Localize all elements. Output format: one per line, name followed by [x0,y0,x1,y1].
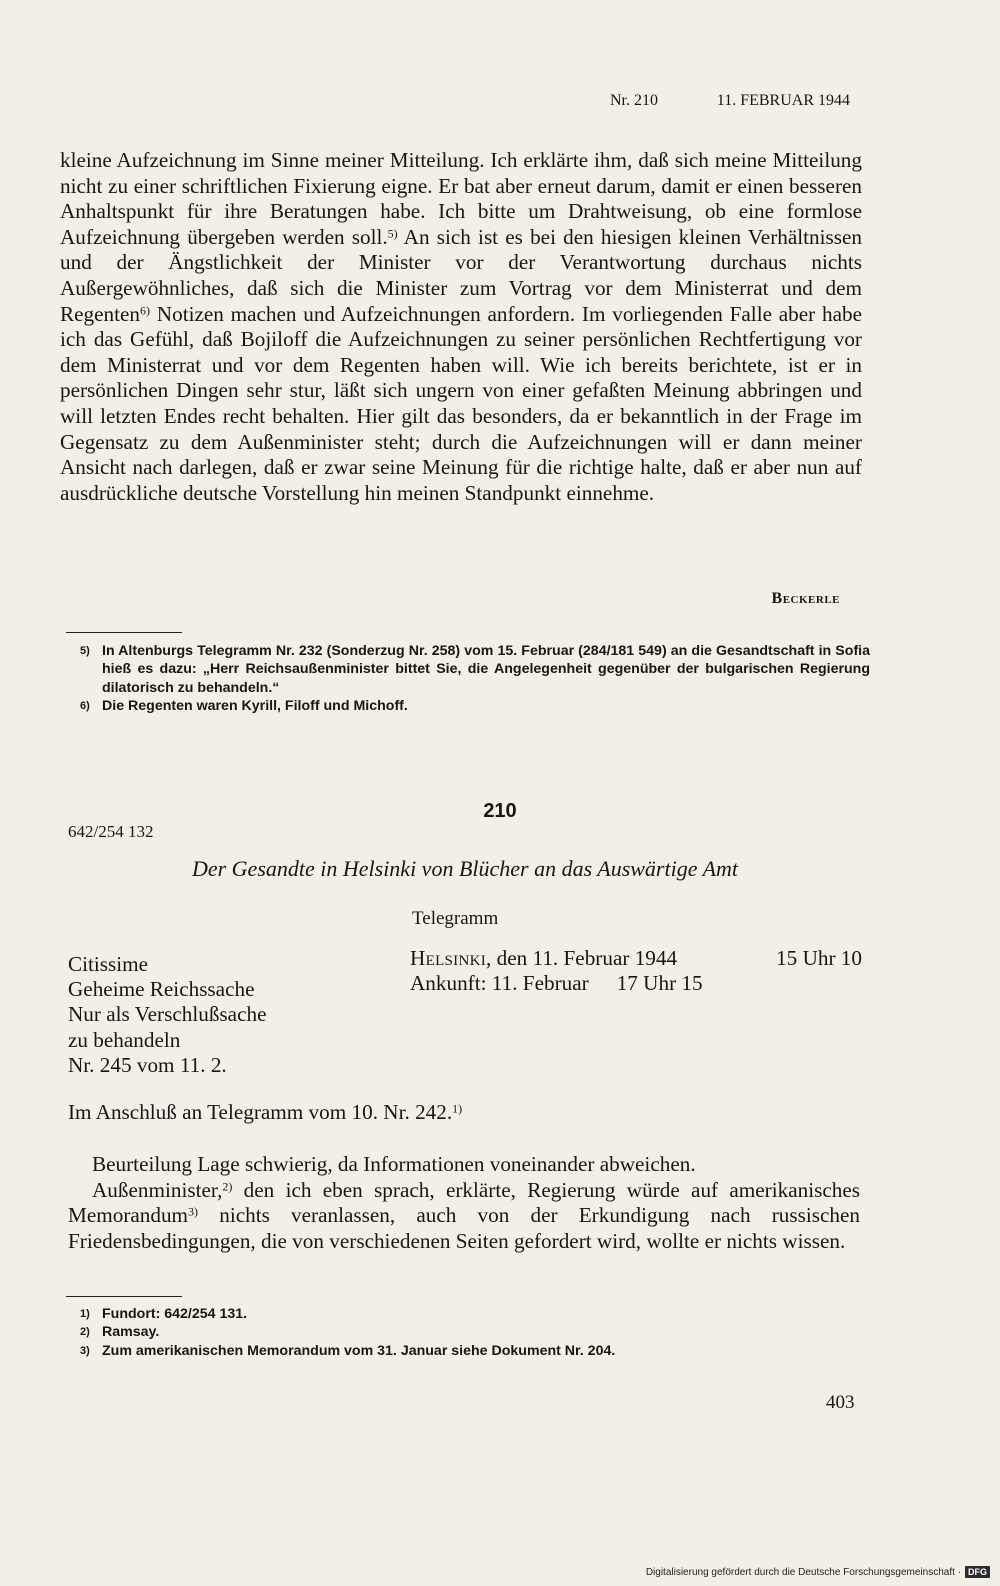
reference-line [68,1100,462,1125]
arrival-time: 17 Uhr 15 [616,971,703,996]
footnote-marker: 2) [80,1326,90,1339]
body-paragraph [60,148,862,506]
arrival-row [410,971,862,996]
document-type: Telegramm [412,908,499,929]
footnote-text: Zum amerikanischen Memorandum vom 31. Januar siehe Dokument Nr. 204. [102,1342,616,1359]
footnote-ref-3[interactable]: 3) [188,1204,199,1219]
origin-time: 15 Uhr 10 [776,946,862,970]
meta-line: Geheime Reichssache [68,977,255,1002]
meta-line: Nr. 245 vom 11. 2. [68,1052,227,1077]
header-doc-number: Nr. 210 [610,92,658,109]
footnote-divider [66,632,182,633]
arrival-label: Ankunft: 11. Februar [410,971,589,996]
footnote-text: Fundort: 642/254 131. [102,1306,248,1322]
footnote-6 [80,697,870,715]
footnote-ref-6[interactable]: 6) [140,302,151,317]
footnotes-top [80,642,870,715]
classification-block [68,952,368,1078]
file-reference: 642/254 132 [68,822,154,841]
telegram-body [68,1152,860,1254]
footnote-ref-1[interactable]: 1) [452,1101,463,1116]
digitization-text: Digitalisierung gefördert durch die Deutsche Forschungsgemeinschaft · [645,1566,961,1578]
footnote-divider [66,1296,182,1297]
meta-line: Nur als Verschlußsache [68,1002,267,1027]
footnote-marker: 3) [80,1344,90,1357]
para-text: nichts veranlassen, auch von der Erkundigung nach russischen Friedensbedingungen, die von verschiedenen Seiten gefordert wird, wollte er nichts wissen. [68,1203,860,1253]
footnote-2 [80,1323,870,1341]
transmission-block [410,946,862,996]
footnote-text: In Altenburgs Telegramm Nr. 232 (Sonderzug Nr. 258) vom 15. Februar (284/181 549) an die Gesandtschaft in Sofia hieß es dazu: „Herr Reichsaußenminister bittet Sie, die Angelegenheit gegenüber der bulgarischen Regierung dilatorisch zu behandeln.“ [102,643,870,696]
origin-place: Helsinki [410,946,487,970]
body-text-1: kleine Aufzeichnung im Sinne meiner Mitteilung. Ich erklärte ihm, daß sich meine Mitteilung nicht zu einer schriftlichen Fixierung eigne. Er bat aber erneut darum, damit er einen besseren Anhaltspunkt für ihre Beratungen habe. Ich bitte um Drahtweisung, ob eine formlose Aufzeichnung übergeben werden soll. [60,148,862,249]
body-text-3: Notizen machen und Aufzeichnungen anfordern. Im vorliegenden Falle aber habe ich das Gefühl, daß Bojiloff die Aufzeichnungen zu seiner persönlichen Rechtfertigung vor dem Ministerrat und vor dem Regenten haben will. Wie ich bereits berichtete, ist er in persönlichen Dingen sehr stur, läßt sich ungern von einer gefaßten Meinung abbringen und will letzten Endes recht behalten. Hier gilt das besonders, da er bekanntlich in der Frage im Gegensatz zu dem Außenminister steht; durch die Aufzeichnungen will er dann meiner Ansicht nach darlegen, daß er zwar seine Meinung für die richtige halte, daß er aber nun auf ausdrückliche deutsche Vorstellung hin meinen Standpunkt einnehme. [60,301,862,505]
footnote-text: Die Regenten waren Kyrill, Filoff und Michoff. [102,697,408,714]
header-date: 11. FEBRUAR 1944 [716,92,850,109]
footnotes-bottom [80,1305,870,1360]
telegram-paragraph-1: Beurteilung Lage schwierig, da Informationen voneinander abweichen. [92,1152,696,1176]
footnote-3 [80,1342,870,1360]
meta-line: Citissime [68,952,149,976]
signature: Beckerle [771,590,840,607]
footnote-5 [80,642,870,697]
footnote-ref-5[interactable]: 5) [387,226,398,241]
page-number: 403 [826,1392,855,1413]
meta-line: zu behandeln [68,1027,181,1052]
reference-text: Im Anschluß an Telegramm vom 10. Nr. 242. [68,1100,453,1124]
document-number: 210 [483,800,517,822]
footnote-marker: 6) [80,699,90,712]
footnote-text: Ramsay. [102,1324,160,1341]
dfg-logo-icon: DFG [965,1566,990,1578]
origin-row [410,946,862,971]
para-text: Außenminister, [92,1177,223,1202]
running-header [610,92,850,110]
footnote-ref-2[interactable]: 2) [222,1179,233,1193]
body-text-2: An sich ist es bei den hiesigen kleinen Verhältnissen und der Ängstlichkeit der Minister vor der Verantwortung durchaus nichts Außergewöhnliches, daß sich die Minister zum Vortrag vor dem Ministerrat und dem Regenten [60,224,862,326]
origin-date: , den 11. Februar 1944 [486,946,678,970]
document-title: Der Gesandte in Helsinki von Blücher an das Auswärtige Amt [191,856,739,881]
footnote-marker: 5) [80,645,90,657]
digitization-credit [646,1566,990,1578]
telegram-paragraph-2 [68,1178,860,1255]
footnote-1 [80,1305,870,1323]
footnote-marker: 1) [80,1308,90,1320]
para-text: den ich eben sprach, erklärte, Regierung würde auf amerikanisches Memorandum [68,1177,860,1228]
